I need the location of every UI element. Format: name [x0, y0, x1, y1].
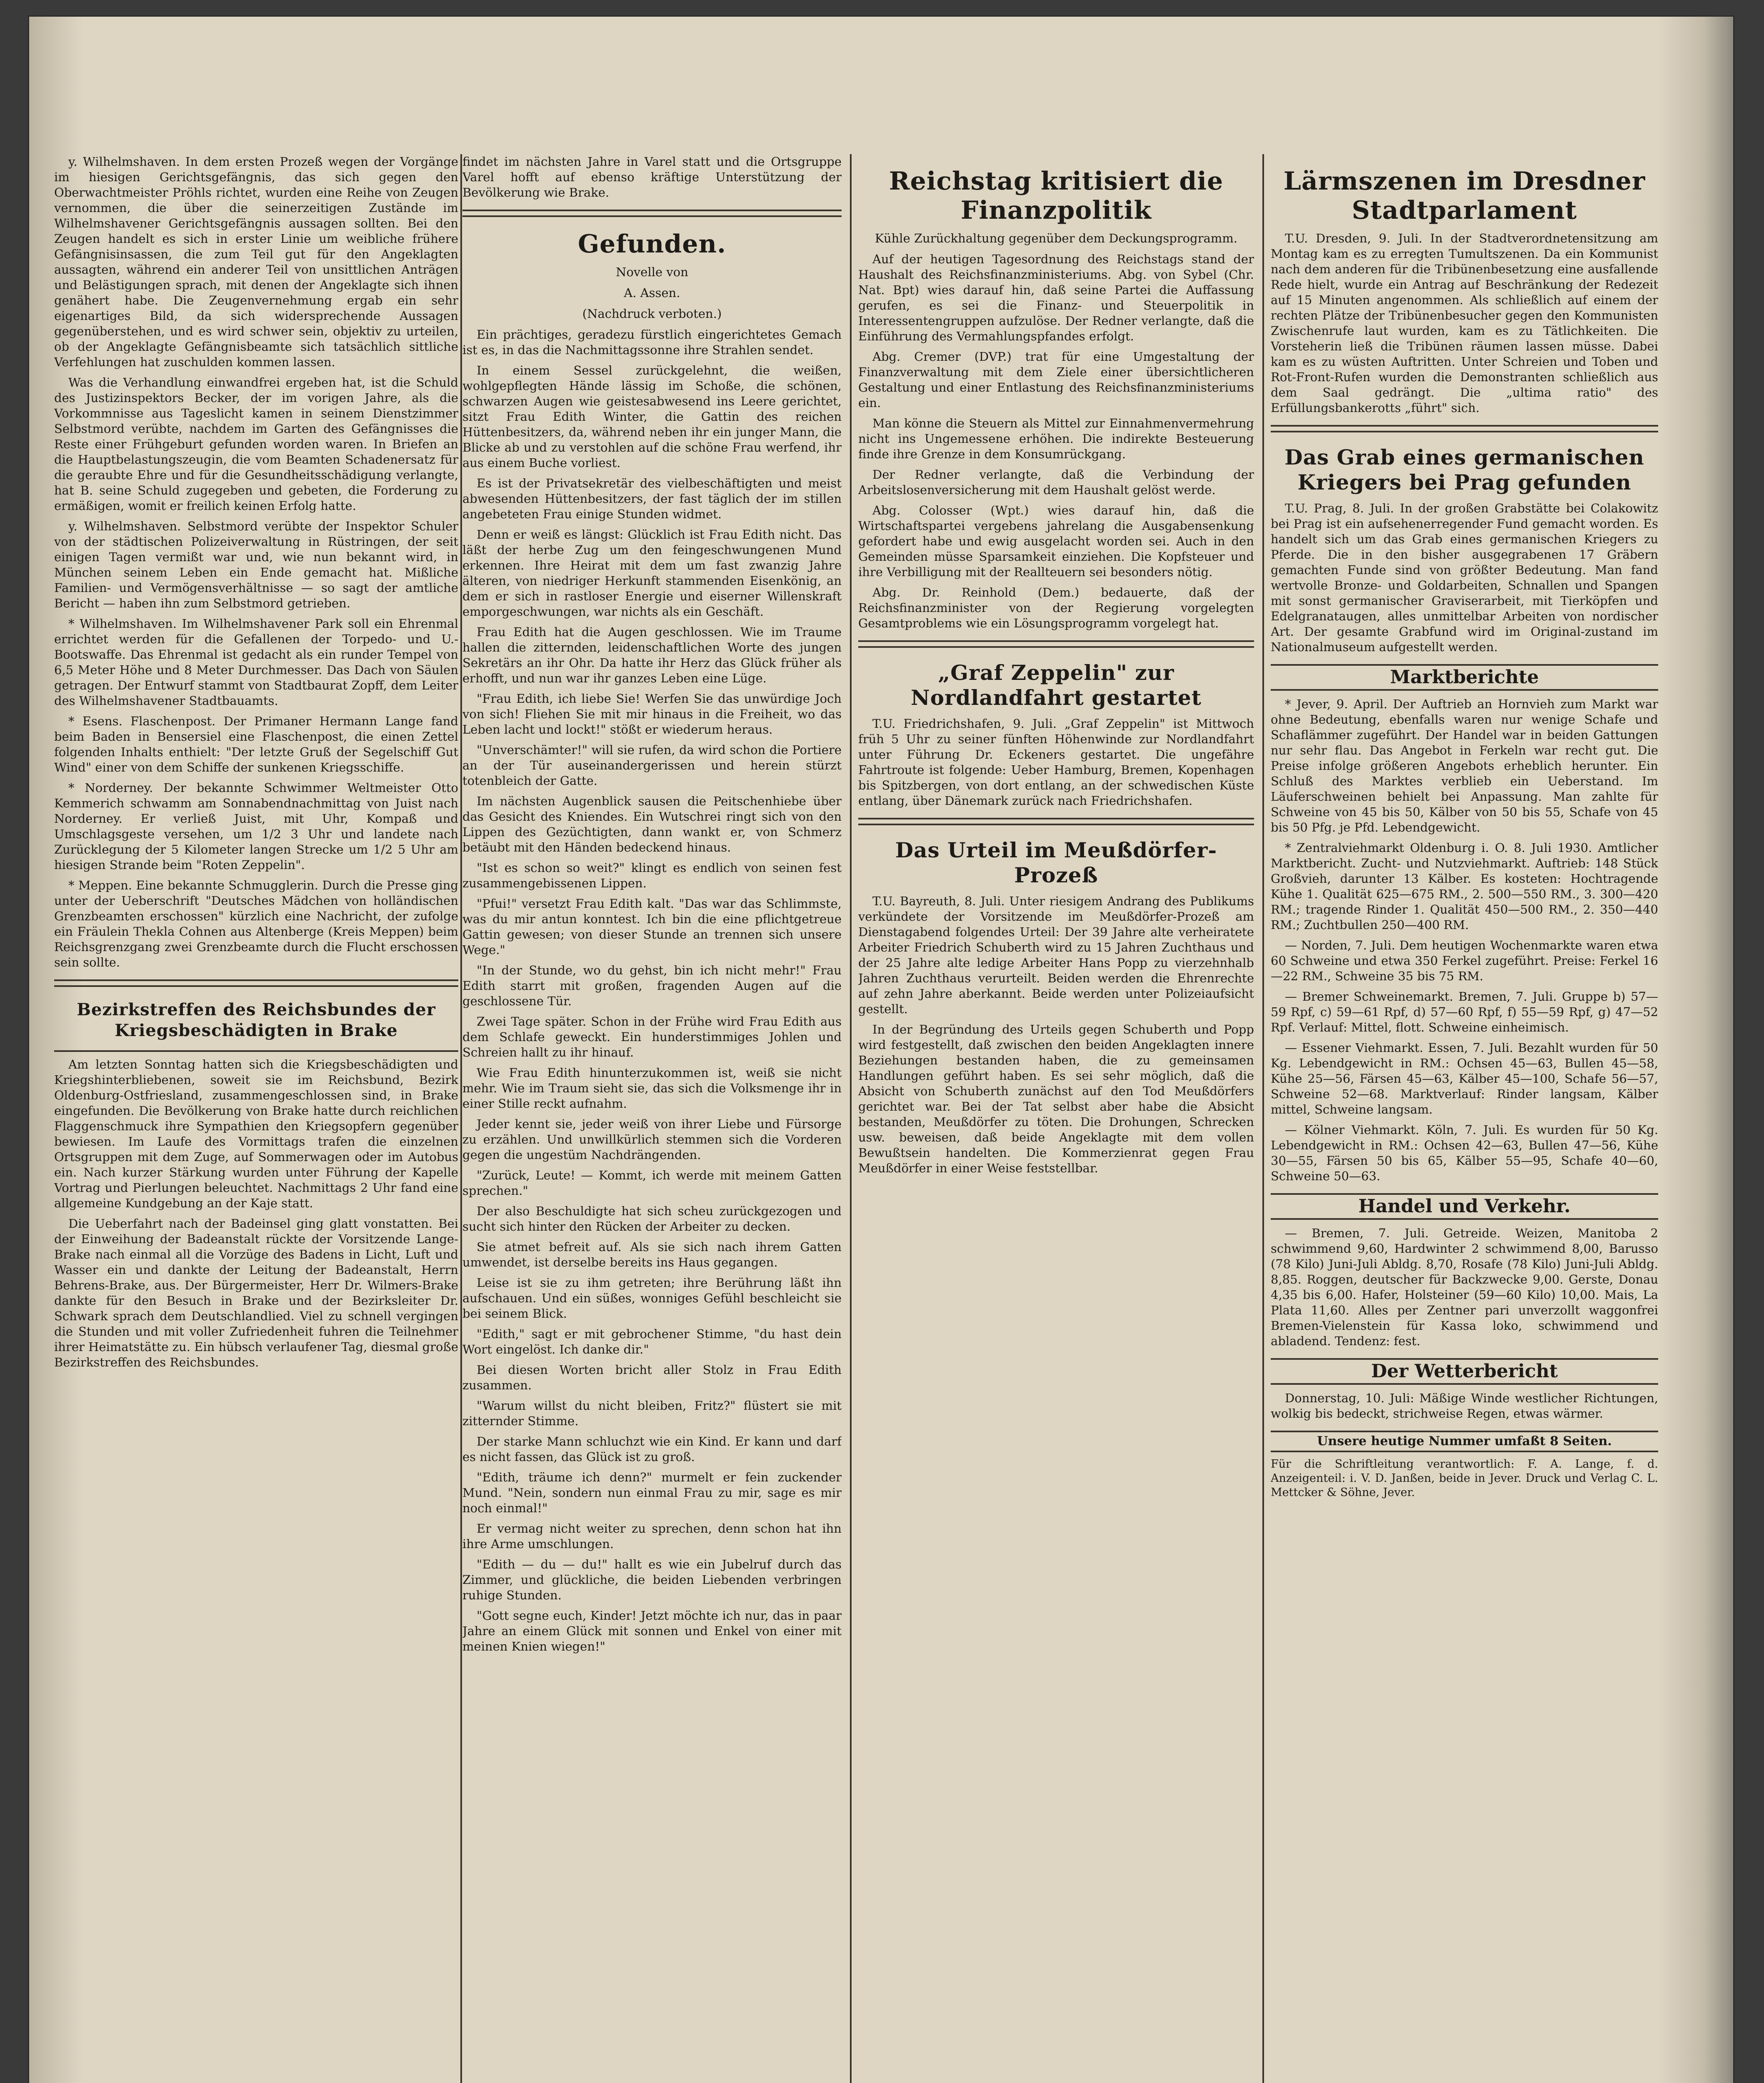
article-paragraph: Man könne die Steuern als Mittel zur Einnahmenvermehrung nicht ins Ungemessene erhöhen. Die indirekte Besteuerung finde ihre Grenze in dem Konsumrückgang. [858, 416, 1254, 461]
article-paragraph: Der also Beschuldigte hat sich scheu zurückgezogen und sucht sich hinter den Rücken der Arbeiter zu decken. [462, 1204, 842, 1234]
article-paragraph: Abg. Dr. Reinhold (Dem.) bedauerte, daß der Reichsfinanzminister von der Regierung vorgelegten Gesamtproblems wie ein Lösungsprogramm vorgelegt hat. [858, 585, 1254, 630]
article-paragraph: "Warum willst du nicht bleiben, Fritz?" flüstert sie mit zitternder Stimme. [462, 1399, 842, 1428]
article-paragraph: Was die Verhandlung einwandfrei ergeben hat, ist die Schuld des Justizinspektors Becker, der im vorigen Jahre, als die Vorkommnisse aus Tageslicht kamen in seinem Dienstzimmer Selbstmord verübte, nachdem im Garten des Gefängnisses die Reste einer Frühgeburt gefunden worden waren. In Briefen an die Hauptbelastungszeugin, die vom Beamten Schadenersatz für die geraubte Ehre und für die Gesundheitsschädigung verlangte, hat B. seine Schuld zugegeben und gebeten, die Forderung zu ermäßigen, womit er freilich keinen Erfolg hatte. [54, 375, 458, 513]
article-paragraph: "In der Stunde, wo du gehst, bin ich nicht mehr!" Frau Edith starrt mit großen, fragenden Augen auf die geschlossene Tür. [462, 963, 842, 1008]
article-paragraph: * Esens. Flaschenpost. Der Primaner Hermann Lange fand beim Baden in Bensersiel eine Flaschenpost, die einen Zettel folgenden Inhalts enthielt: "Der letzte Gruß der Segelschiff Gut Wind" einer von dem Schiffe der sunkenen Kriegsschiffe. [54, 714, 458, 774]
article-paragraph: T.U. Friedrichshafen, 9. Juli. „Graf Zeppelin" ist Mittwoch früh 5 Uhr zu seiner fünften Höhenwinde zur Nordlandfahrt unter Führung Dr. Eckeners gestartet. Die ungefähre Fahrtroute ist folgende: Ueber Hamburg, Bremen, Kopenhagen bis Spitzbergen, von dort entlang, an der schwedischen Küste entlang, über Dänemark zurück nach Friedrichshafen. [858, 717, 1254, 808]
article-paragraph: In einem Sessel zurückgelehnt, die weißen, wohlgepflegten Hände lässig im Schoße, die schönen, schwarzen Augen wie geistesabwesend ins Leere gerichtet, sitzt Frau Edith Winter, die Gattin des reichen Hüttenbesitzers, da, während neben ihr ein junger Mann, die Blicke ab und zu verstohlen auf die schöne Frau werfend, ihr aus einem Buche vorliest. [462, 363, 842, 470]
section-heading: Handel und Verkehr. [1271, 1193, 1658, 1220]
column-rule [850, 154, 852, 2083]
article-paragraph: "Edith, träume ich denn?" murmelt er fein zuckender Mund. "Nein, sondern nun einmal Frau zu mir, sage es mir noch einmal!" [462, 1470, 842, 1515]
article-paragraph: Die Ueberfahrt nach der Badeinsel ging glatt vonstatten. Bei der Einweihung der Badeanstalt rückte der Vorsitzende Lange-Brake nach einmal all die Vorzüge des Badens in Licht, Luft und Wasser ein und dankte der Leitung der Badeanstalt, Herrn Behrens-Brake, aus. Der Bürgermeister, Herr Dr. Wilmers-Brake dankte für den Besuch in Brake und der Bezirksleiter Dr. Schwark sprach dem Deutschlandlied. Viel zu schnell vergingen die Stunden und mit voller Zufriedenheit fuhren die Teilnehmer ihrer Heimatstätte zu. Ein hübsch verlaufener Tag, diesmal große Bezirkstreffen des Reichsbundes. [54, 1216, 458, 1369]
author: A. Assen. [624, 286, 680, 300]
article-paragraph: T.U. Prag, 8. Juli. In der großen Grabstätte bei Colakowitz bei Prag ist ein aufsehenerregender Fund gemacht worden. Es handelt sich um das Grab eines germanischen Kriegers zu Pferde. Die in den bisher ausgegrabenen 17 Gräbern gemachten Funde sind von größter Bedeutung. Man fand wertvolle Bronze- und Goldarbeiten, Schnallen und Spangen mit sonst germanischer Graviserarbeit, mit Tierköpfen und Edelgranataugen, alles unmittelbar Arbeiten von nordischer Art. Der gesamte Grabfund wird im Original-zustand im Nationalmuseum aufgestellt werden. [1271, 501, 1658, 654]
subheadline: Novelle von [616, 265, 688, 279]
article-paragraph: — Bremen, 7. Juli. Getreide. Weizen, Manitoba 2 schwimmend 9,60, Hardwinter 2 schwimmend 8,00, Barusso (78 Kilo) Juni-Juli Abldg. 8,70, Rosafe (78 Kilo) Juni-Juli Abldg. 8,85. Roggen, deutscher für Backzwecke 9,00. Gerste, Donau 4,35 bis 6,00. Hafer, Holsteiner (59—60 Kilo) 10,00. Mais, La Plata 11,60. Alles per Zentner pari unverzollt waggonfrei Bremen-Vielenstein für Kassa loko, schwimmend und abladend. Tendenz: fest. [1271, 1226, 1658, 1348]
article-paragraph: * Zentralviehmarkt Oldenburg i. O. 8. Juli 1930. Amtlicher Marktbericht. Zucht- und Nutzviehmarkt. Auftrieb: 148 Stück Großvieh, darunter 13 Kälber. Es kosteten: Hochtragende Kühe 1. Qualität 625—675 RM., 2. 500—550 RM., 3. 300—420 RM.; tragende Rinder 1. Qualität 450—500 RM., 2. 350—440 RM.; Zuchtbullen 250—400 RM. [1271, 841, 1658, 932]
article-paragraph: "Edith," sagt er mit gebrochener Stimme, "du hast dein Wort eingelöst. Ich danke dir." [462, 1327, 842, 1356]
article-paragraph: * Norderney. Der bekannte Schwimmer Weltmeister Otto Kemmerich schwamm am Sonnabendnachmittag von Juist nach Norderney. Er verließ Juist, mit Uhr, Kompaß und Umschlagsgeste versehen, um 1/2 3 Uhr und landete nach Zurücklegung der 5 Kilometer langen Strecke um 1/2 5 Uhr am hiesigen Strande beim "Roten Zeppelin". [54, 781, 458, 872]
article-paragraph: — Kölner Viehmarkt. Köln, 7. Juli. Es wurden für 50 Kg. Lebendgewicht in RM.: Ochsen 42—63, Bullen 47—56, Kühe 30—55, Färsen 50 bis 65, Kälber 55—95, Schafe 40—60, Schweine 50—63. [1271, 1123, 1658, 1183]
article-paragraph: Es ist der Privatsekretär des vielbeschäftigten und meist abwesenden Hüttenbesitzers, der fast täglich der im stillen angebeteten Frau einige Stunden widmet. [462, 476, 842, 521]
article-paragraph: — Bremer Schweinemarkt. Bremen, 7. Juli. Gruppe b) 57—59 Rpf, c) 59—61 Rpf, d) 57—60 Rpf, f) 55—59 Rpf, g) 47—52 Rpf. Verlauf: Mittel, flott. Schweine einheimisch. [1271, 989, 1658, 1034]
article-paragraph: Ein prächtiges, geradezu fürstlich eingerichtetes Gemach ist es, in das die Nachmittagssonne ihre Strahlen sendet. [462, 327, 842, 357]
subheadline: Kühle Zurückhaltung gegenüber dem Deckungsprogramm. [875, 231, 1238, 245]
article-paragraph: Auf der heutigen Tagesordnung des Reichstags stand der Haushalt des Reichsfinanzministeriums. Abg. von Sybel (Chr. Nat. Bpt) wies darauf hin, daß seine Partei die Auffassung gerufen, es sei die Finanz- und Steuerpolitik in Interessentengruppen aufzulöse. Der Redner verlangte, daß die Einführung des Vermahlungspfandes erfolgt. [858, 252, 1254, 343]
section-divider [858, 640, 1254, 648]
article-paragraph: — Essener Viehmarkt. Essen, 7. Juli. Bezahlt wurden für 50 Kg. Lebendgewicht in RM.: Ochsen 45—63, Bullen 45—58, Kühe 25—56, Färsen 45—63, Kälber 45—100, Schafe 56—57, Schweine 52—68. Marktverlauf: Rinder langsam, Kälber mittel, Schweine langsam. [1271, 1041, 1658, 1116]
article-paragraph: "Zurück, Leute! — Kommt, ich werde mit meinem Gatten sprechen." [462, 1168, 842, 1198]
column-rule [1262, 154, 1264, 2083]
headline: Reichstag kritisiert die Finanzpolitik [889, 167, 1224, 225]
article-paragraph: "Gott segne euch, Kinder! Jetzt möchte ich nur, das in paar Jahre an einem Glück mit sonnen und Enkel von einer mit meinen Knien wiegen!" [462, 1608, 842, 1653]
article-paragraph: Jeder kennt sie, jeder weiß von ihrer Liebe und Fürsorge zu erzählen. Und unwillkürlich stemmen sich die Vorderen gegen die ungestüm Nachdrängenden. [462, 1117, 842, 1162]
weather-forecast: Donnerstag, 10. Juli: Mäßige Winde westlicher Richtungen, wolkig bis bedeckt, strichweise Regen, etwas wärmer. [1271, 1391, 1658, 1421]
article-paragraph: "Ist es schon so weit?" klingt es endlich von seinen fest zusammengebissenen Lippen. [462, 861, 842, 890]
page-count-banner: Unsere heutige Nummer umfaßt 8 Seiten. [1271, 1431, 1658, 1452]
section-heading: Marktberichte [1271, 664, 1658, 691]
page-edge [1658, 17, 1733, 2083]
article-paragraph: Denn er weiß es längst: Glücklich ist Frau Edith nicht. Das läßt der herbe Zug um den feingeschwungenen Mund erkennen. Ihre Heirat mit dem um fast zwanzig Jahre älteren, von niedriger Herkunft stammenden Eisenkönig, an dem er sich in rastloser Energie und eiserner Willenskraft emporgeschwungen, war nichts als ein Geschäft. [462, 527, 842, 619]
headline: Bezirkstreffen des Reichsbundes der Kriegsbeschädigten in Brake [77, 1000, 436, 1040]
column-3 [858, 154, 1254, 2083]
section-divider [462, 210, 842, 217]
column-2 [462, 154, 842, 2083]
headline: „Graf Zeppelin" zur Nordlandfahrt gestartet [911, 660, 1202, 710]
article-paragraph: "Edith — du — du!" hallt es wie ein Jubelruf durch das Zimmer, und glückliche, die beiden Liebenden verbringen ruhige Stunden. [462, 1557, 842, 1602]
article-paragraph: Sie atmet befreit auf. Als sie sich nach ihrem Gatten umwendet, ist derselbe bereits ins Haus gegangen. [462, 1240, 842, 1269]
article-paragraph: Frau Edith hat die Augen geschlossen. Wie im Traume hallen die zitternden, leidenschaftlichen Worte des jungen Sekretärs an ihr Ohr. Da hatte ihr Herz das Glück früher als erhofft, und nun war ihr ganzes Leben eine Lüge. [462, 625, 842, 685]
column-rule [460, 154, 462, 2083]
article-paragraph: "Unverschämter!" will sie rufen, da wird schon die Portiere an der Tür auseinandergerissen und herein stürzt totenbleich der Gatte. [462, 743, 842, 788]
section-divider [54, 979, 458, 987]
article-paragraph: Abg. Cremer (DVP.) trat für eine Umgestaltung der Finanzverwaltung mit dem Ziele einer übersichtlicheren Gestaltung und einer Entlastung des Reichsfinanzministeriums ein. [858, 350, 1254, 410]
article-paragraph: Am letzten Sonntag hatten sich die Kriegsbeschädigten und Kriegshinterbliebenen, soweit sie im Reichsbund, Bezirk Oldenburg-Ostfriesland, zusammengeschlossen sind, in Brake eingefunden. Die Bevölkerung von Brake hatte durch reichlichen Flaggenschmuck ihre Sympathien den Kriegsopfern gegenüber bewiesen. Im Laufe des Vormittags trafen die einzelnen Ortsgruppen mit dem Zuge, auf Sommerwagen oder im Autobus ein. Nach kurzer Stärkung wurden unter Führung der Kapelle Vortrag und Pierlungen beleuchtet. Nachmittags 2 Uhr fand eine allgemeine Kundgebung an der Kaje statt. [54, 1057, 458, 1210]
headline: Das Grab eines germanischen Kriegers bei Prag gefunden [1284, 445, 1644, 495]
section-divider [54, 1050, 458, 1052]
headline: Das Urteil im Meußdörfer-Prozeß [895, 838, 1217, 887]
article-paragraph: Der starke Mann schluchzt wie ein Kind. Er kann und darf es nicht fassen, das Glück ist zu groß. [462, 1434, 842, 1464]
column-1 [54, 154, 458, 2083]
newspaper-page [29, 17, 1733, 2083]
article-paragraph: Er vermag nicht weiter zu sprechen, denn schon hat ihn ihre Arme umschlungen. [462, 1521, 842, 1551]
article-paragraph: Zwei Tage später. Schon in der Frühe wird Frau Edith aus dem Schlafe geweckt. Ein hunderstimmiges Johlen und Schreien hallt zu ihr hinauf. [462, 1014, 842, 1059]
article-paragraph: * Wilhelmshaven. Im Wilhelmshavener Park soll ein Ehrenmal errichtet werden für die Gefallenen der Torpedo- und U.-Bootswaffe. Das Ehrenmal ist gedacht als ein runder Tempel von 6,5 Meter Höhe und 8 Meter Durchmesser. Das Dach von Säulen getragen. Der Entwurf stammt von Stadtbaurat Zopff, dem Leiter des Wilhelmshavener Stadtbauamts. [54, 617, 458, 708]
article-paragraph: y. Wilhelmshaven. Selbstmord verübte der Inspektor Schuler von der städtischen Polizeiverwaltung in Rüstringen, der seit einigen Tagen vermißt war und, wie nun bekannt wird, in München seinem Leben ein Ende gemacht hat. Mißliche Familien- und Vermögensverhältnisse — so sagt der amtliche Bericht — haben ihn zum Selbstmord getrieben. [54, 519, 458, 610]
article-paragraph: * Jever, 9. April. Der Auftrieb an Hornvieh zum Markt war ohne Bedeutung, ebenfalls waren nur wenige Schafe und Schaflämmer zugeführt. Der Handel war in beiden Gattungen nur sehr flau. Das Angebot in Ferkeln war recht gut. Die Preise infolge größeren Angebots erheblich herunter. Ein Schluß des Marktes verblieb ein Ueberstand. Im Läuferschweinen behielt bei Anpassung. Man zahlte für Schweine von 45 bis 50, Kälber von 50 bis 55, Schafe von 45 bis 50 Pfg. je Pfd. Lebendgewicht. [1271, 697, 1658, 834]
headline: Lärmszenen im Dresdner Stadtparlament [1283, 167, 1646, 225]
article-paragraph: In der Begründung des Urteils gegen Schuberth und Popp wird festgestellt, daß zwischen den beiden Angeklagten innere Beziehungen bestanden haben, die zu gemeinsamen Handlungen geführt haben. Es sei sehr möglich, daß die Absicht von Schuberth zunächst auf den Tod Meußdörfers gerichtet war. Bei der Tat selbst aber habe die Absicht bestanden, Meußdörfer zu töten. Die Drohungen, Schrecken usw. beweisen, daß beide Angeklagte mit dem vollen Bewußtsein handelten. Die Kommerzienrat gegen Frau Meußdörfer in einer Weise feststellbar. [858, 1022, 1254, 1175]
article-paragraph: "Frau Edith, ich liebe Sie! Werfen Sie das unwürdige Joch von sich! Fliehen Sie mit mir hinaus in die Freiheit, wo das Leben lacht und lockt!" stößt er wiederum heraus. [462, 692, 842, 737]
section-heading: Der Wetterbericht [1271, 1358, 1658, 1385]
article-paragraph: T.U. Bayreuth, 8. Juli. Unter riesigem Andrang des Publikums verkündete der Vorsitzende im Meußdörfer-Prozeß am Dienstagabend folgendes Urteil: Der 39 Jahre alte verheiratete Arbeiter Friedrich Schuberth wird zu 15 Jahren Zuchthaus und der 25 Jahre alte ledige Arbeiter Hans Popp zu vierzehnhalb Jahren Zuchthaus verurteilt. Beiden werden die Ehrenrechte auf zehn Jahre aberkannt. Beide werden unter Polizeiaufsicht gestellt. [858, 894, 1254, 1016]
article-paragraph: Leise ist sie zu ihm getreten; ihre Berührung läßt ihn aufschauen. Und ein süßes, wonniges Gefühl beschleicht sie bei seinem Blick. [462, 1276, 842, 1321]
article-paragraph: findet im nächsten Jahre in Varel statt und die Ortsgruppe Varel hofft auf ebenso kräftige Unterstützung der Bevölkerung wie Brake. [462, 155, 842, 200]
article-paragraph: Der Redner verlangte, daß die Verbindung der Arbeitslosenversicherung mit dem Haushalt gelöst werde. [858, 467, 1254, 497]
copyright-note: (Nachdruck verboten.) [582, 307, 722, 321]
article-paragraph: "Pfui!" versetzt Frau Edith kalt. "Das war das Schlimmste, was du mir antun konntest. Ich bin die eine pflichtgetreue Gattin gewesen; von dieser Stunde an trennen sich unsere Wege." [462, 897, 842, 957]
article-paragraph: y. Wilhelmshaven. In dem ersten Prozeß wegen der Vorgänge im hiesigen Gerichtsgefängnis, das sich gegen den Oberwachtmeister Pröhls richtet, wurden eine Reihe von Zeugen vernommen, die über die seinerzeitigen Zustände im Wilhelmshavener Gerichtsgefängnis aussagen sollten. Bei den Zeugen handelt es sich in erster Linie um weibliche frühere Gefängnisinsassen, die zum Teil gut für den Angeklagten aussagten, während ein anderer Teil von unsittlichen Anträgen und Belästigungen sprach, mit denen der Angeklagte sich ihnen genähert habe. Die Zeugenvernehmung ergab ein sehr eigenartiges Bild, da sich widersprechende Aussagen gegenüberstehen, und es wird schwer sein, objektiv zu urteilen, ob der Angeklagte Gefängnisbeamte sich tatsächlich sittliche Verfehlungen hat zuschulden kommen lassen. [54, 155, 458, 369]
article-paragraph: Bei diesen Worten bricht aller Stolz in Frau Edith zusammen. [462, 1363, 842, 1392]
article-paragraph: Wie Frau Edith hinunterzukommen ist, weiß sie nicht mehr. Wie im Traum sieht sie, das sich die Volksmenge ihr in einer Stille reckt aufnahm. [462, 1066, 842, 1111]
article-paragraph: Abg. Colosser (Wpt.) wies darauf hin, daß die Wirtschaftspartei vergebens jahrelang die Ausgabensenkung gefordert habe und ewig ausgelacht worden sei. Auch in den Gemeinden müsse Sparsamkeit einziehen. Die Kopfsteuer und ihre Verbilligung mit der Reallteuern sei besonders nötig. [858, 503, 1254, 579]
section-divider [1271, 425, 1658, 432]
imprint: Für die Schriftleitung verantwortlich: F. A. Lange, f. d. Anzeigenteil: i. V. D. Janßen, beide in Jever. Druck und Verlag C. L. Mettcker & Söhne, Jever. [1271, 1458, 1658, 1499]
headline: Gefunden. [577, 230, 727, 259]
article-paragraph: Im nächsten Augenblick sausen die Peitschenhiebe über das Gesicht des Kniendes. Ein Wutschrei ringt sich von den Lippen des Gezüchtigten, dann wankt er, von Schmerz betäubt mit den Händen bedeckend hinaus. [462, 794, 842, 854]
article-paragraph: T.U. Dresden, 9. Juli. In der Stadtverordnetensitzung am Montag kam es zu erregten Tumultszenen. Da ein Kommunist nach dem anderen für die Tribünenbesetzung eine ausfallende Rede hielt, wurde ein Antrag auf Beschränkung der Redezeit auf 15 Minuten angenommen. Als schließlich auf einem der rechten Plätze der Tribünenbesucher gegen den Kommunisten Zwischenrufe laut wurden, kam es zu Tätlichkeiten. Die Vorsteherin ließ die Tribünen räumen lassen müsse. Dabei kam es zu wüsten Auftritten. Unter Schreien und Toben und Rot-Front-Rufen wurden die Demonstranten schließlich aus dem Saal gedrängt. Die „ultima ratio" des Erfüllungsbankerotts „führt" sich. [1271, 231, 1658, 415]
article-paragraph: — Norden, 7. Juli. Dem heutigen Wochenmarkte waren etwa 60 Schweine und etwa 350 Ferkel zugeführt. Preise: Ferkel 16—22 RM., Schweine 35 bis 75 RM. [1271, 938, 1658, 983]
article-paragraph: * Meppen. Eine bekannte Schmugglerin. Durch die Presse ging unter der Ueberschrift "Deutsches Mädchen von holländischen Grenzbeamten erschossen" kürzlich eine Nachricht, der zufolge ein Fräulein Thekla Cohnen aus Altenberge (Kreis Meppen) beim Reichsgrenzgang zwei Grenzbeamte durch die Flucht erschossen sein sollte. [54, 878, 458, 969]
column-4 [1271, 154, 1658, 2083]
section-divider [858, 818, 1254, 825]
